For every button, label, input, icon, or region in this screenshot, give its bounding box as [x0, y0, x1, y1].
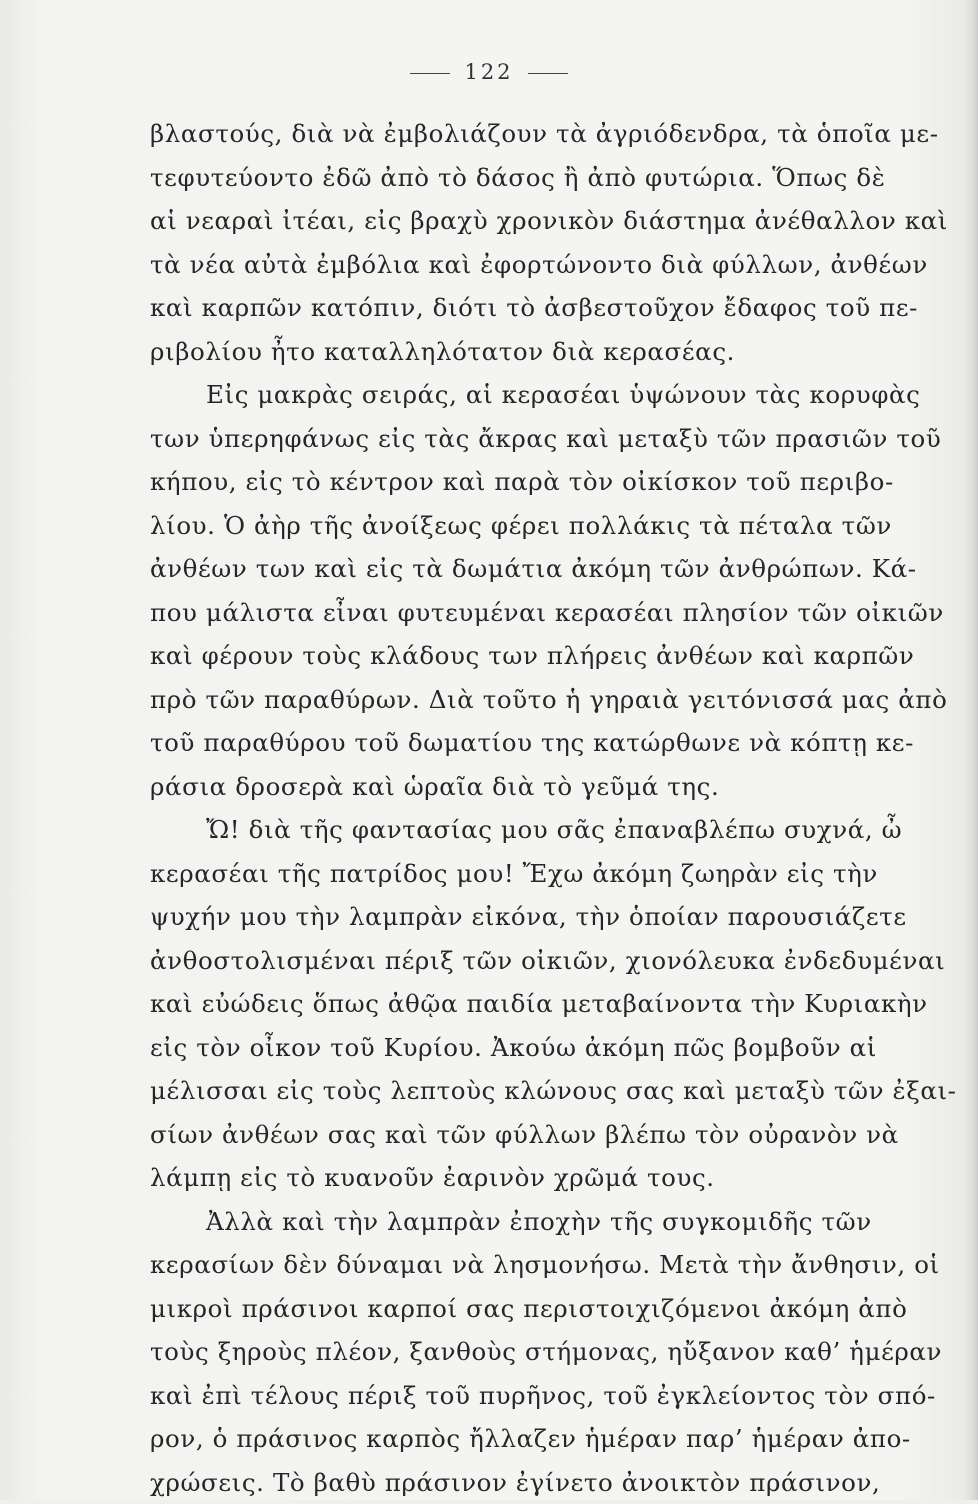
text-line: καὶ ἐπὶ τέλους πέριξ τοῦ πυρῆνος, τοῦ ἐγκλείοντος τὸν σπό-: [150, 1374, 910, 1418]
header-rule-left: [410, 73, 450, 74]
text-line: αἱ νεαραὶ ἰτέαι, εἰς βραχὺ χρονικὸν διάστημα ἀνέθαλλον καὶ: [150, 199, 910, 243]
paragraph-first-line: Ἀλλὰ καὶ τὴν λαμπρὰν ἐποχὴν τῆς συγκομιδῆς τῶν: [150, 1200, 910, 1244]
text-line: κερασίων δὲν δύναμαι νὰ λησμονήσω. Μετὰ τὴν ἄνθησιν, οἱ: [150, 1243, 910, 1287]
text-line: λάμπῃ εἰς τὸ κυανοῦν ἐαρινὸν χρῶμά τους.: [150, 1156, 910, 1200]
text-line: σίων ἀνθέων σας καὶ τῶν φύλλων βλέπω τὸν οὐρανὸν νὰ: [150, 1113, 910, 1157]
text-line: καὶ καρπῶν κατόπιν, διότι τὸ ἀσβεστοῦχον ἔδαφος τοῦ πε-: [150, 286, 910, 330]
page-number: 122: [464, 60, 513, 84]
text-line: ριβολίου ἦτο καταλληλότατον διὰ κερασέας.: [150, 330, 910, 374]
text-line: τοὺς ξηροὺς πλέον, ξανθοὺς στήμονας, ηὔξανον καθ’ ἡμέραν: [150, 1330, 910, 1374]
text-line: κήπου, εἰς τὸ κέντρον καὶ παρὰ τὸν οἰκίσκον τοῦ περιβο-: [150, 460, 910, 504]
text-line: μικροὶ πράσινοι καρποί σας περιστοιχιζόμενοι ἀκόμη ἀπὸ: [150, 1287, 910, 1331]
text-line: τεφυτεύοντο ἐδῶ ἀπὸ τὸ δάσος ἢ ἀπὸ φυτώρια. Ὅπως δὲ: [150, 156, 910, 200]
header-rule-right: [528, 73, 568, 74]
text-line: των ὑπερηφάνως εἰς τὰς ἄκρας καὶ μεταξὺ τῶν πρασιῶν τοῦ: [150, 417, 910, 461]
text-line: ψυχήν μου τὴν λαμπρὰν εἰκόνα, τὴν ὁποίαν παρουσιάζετε: [150, 895, 910, 939]
text-line: καὶ εὐώδεις ὅπως ἀθῷα παιδία μεταβαίνοντα τὴν Κυριακὴν: [150, 982, 910, 1026]
text-line: ράσια δροσερὰ καὶ ὡραῖα διὰ τὸ γεῦμά της.: [150, 765, 910, 809]
page-header: [0, 60, 978, 84]
paragraph-first-line: Ὤ! διὰ τῆς φαντασίας μου σᾶς ἐπαναβλέπω συχνά, ὦ: [150, 808, 910, 852]
text-line: χρώσεις. Τὸ βαθὺ πράσινον ἐγίνετο ἀνοικτὸν πράσινον,: [150, 1461, 910, 1504]
page-edge-shadow: [964, 0, 978, 1500]
text-line: μέλισσαι εἰς τοὺς λεπτοὺς κλώνους σας καὶ μεταξὺ τῶν ἐξαι-: [150, 1069, 910, 1113]
text-line: ἀνθέων των καὶ εἰς τὰ δωμάτια ἀκόμη τῶν ἀνθρώπων. Κά-: [150, 547, 910, 591]
text-line: τὰ νέα αὐτὰ ἐμβόλια καὶ ἐφορτώνοντο διὰ φύλλων, ἀνθέων: [150, 243, 910, 287]
text-line: καὶ φέρουν τοὺς κλάδους των πλήρεις ἀνθέων καὶ καρπῶν: [150, 634, 910, 678]
body-text: [150, 112, 910, 1504]
text-line: ρον, ὁ πράσινος καρπὸς ἤλλαζεν ἡμέραν παρ’ ἡμέραν ἀπο-: [150, 1417, 910, 1461]
text-line: που μάλιστα εἶναι φυτευμέναι κερασέαι πλησίον τῶν οἰκιῶν: [150, 591, 910, 635]
text-line: ἀνθοστολισμέναι πέριξ τῶν οἰκιῶν, χιονόλευκα ἐνδεδυμέναι: [150, 939, 910, 983]
text-line: λίου. Ὁ ἀὴρ τῆς ἀνοίξεως φέρει πολλάκις τὰ πέταλα τῶν: [150, 504, 910, 548]
paragraph-first-line: Εἰς μακρὰς σειράς, αἱ κερασέαι ὑψώνουν τὰς κορυφὰς: [150, 373, 910, 417]
text-line: εἰς τὸν οἶκον τοῦ Κυρίου. Ἀκούω ἀκόμη πῶς βομβοῦν αἱ: [150, 1026, 910, 1070]
text-line: πρὸ τῶν παραθύρων. Διὰ τοῦτο ἡ γηραιὰ γειτόνισσά μας ἀπὸ: [150, 678, 910, 722]
text-line: βλαστούς, διὰ νὰ ἐμβολιάζουν τὰ ἀγριόδενδρα, τὰ ὁποῖα με-: [150, 112, 910, 156]
text-line: τοῦ παραθύρου τοῦ δωματίου της κατώρθωνε νὰ κόπτῃ κε-: [150, 721, 910, 765]
text-line: κερασέαι τῆς πατρίδος μου! Ἔχω ἀκόμη ζωηρὰν εἰς τὴν: [150, 852, 910, 896]
